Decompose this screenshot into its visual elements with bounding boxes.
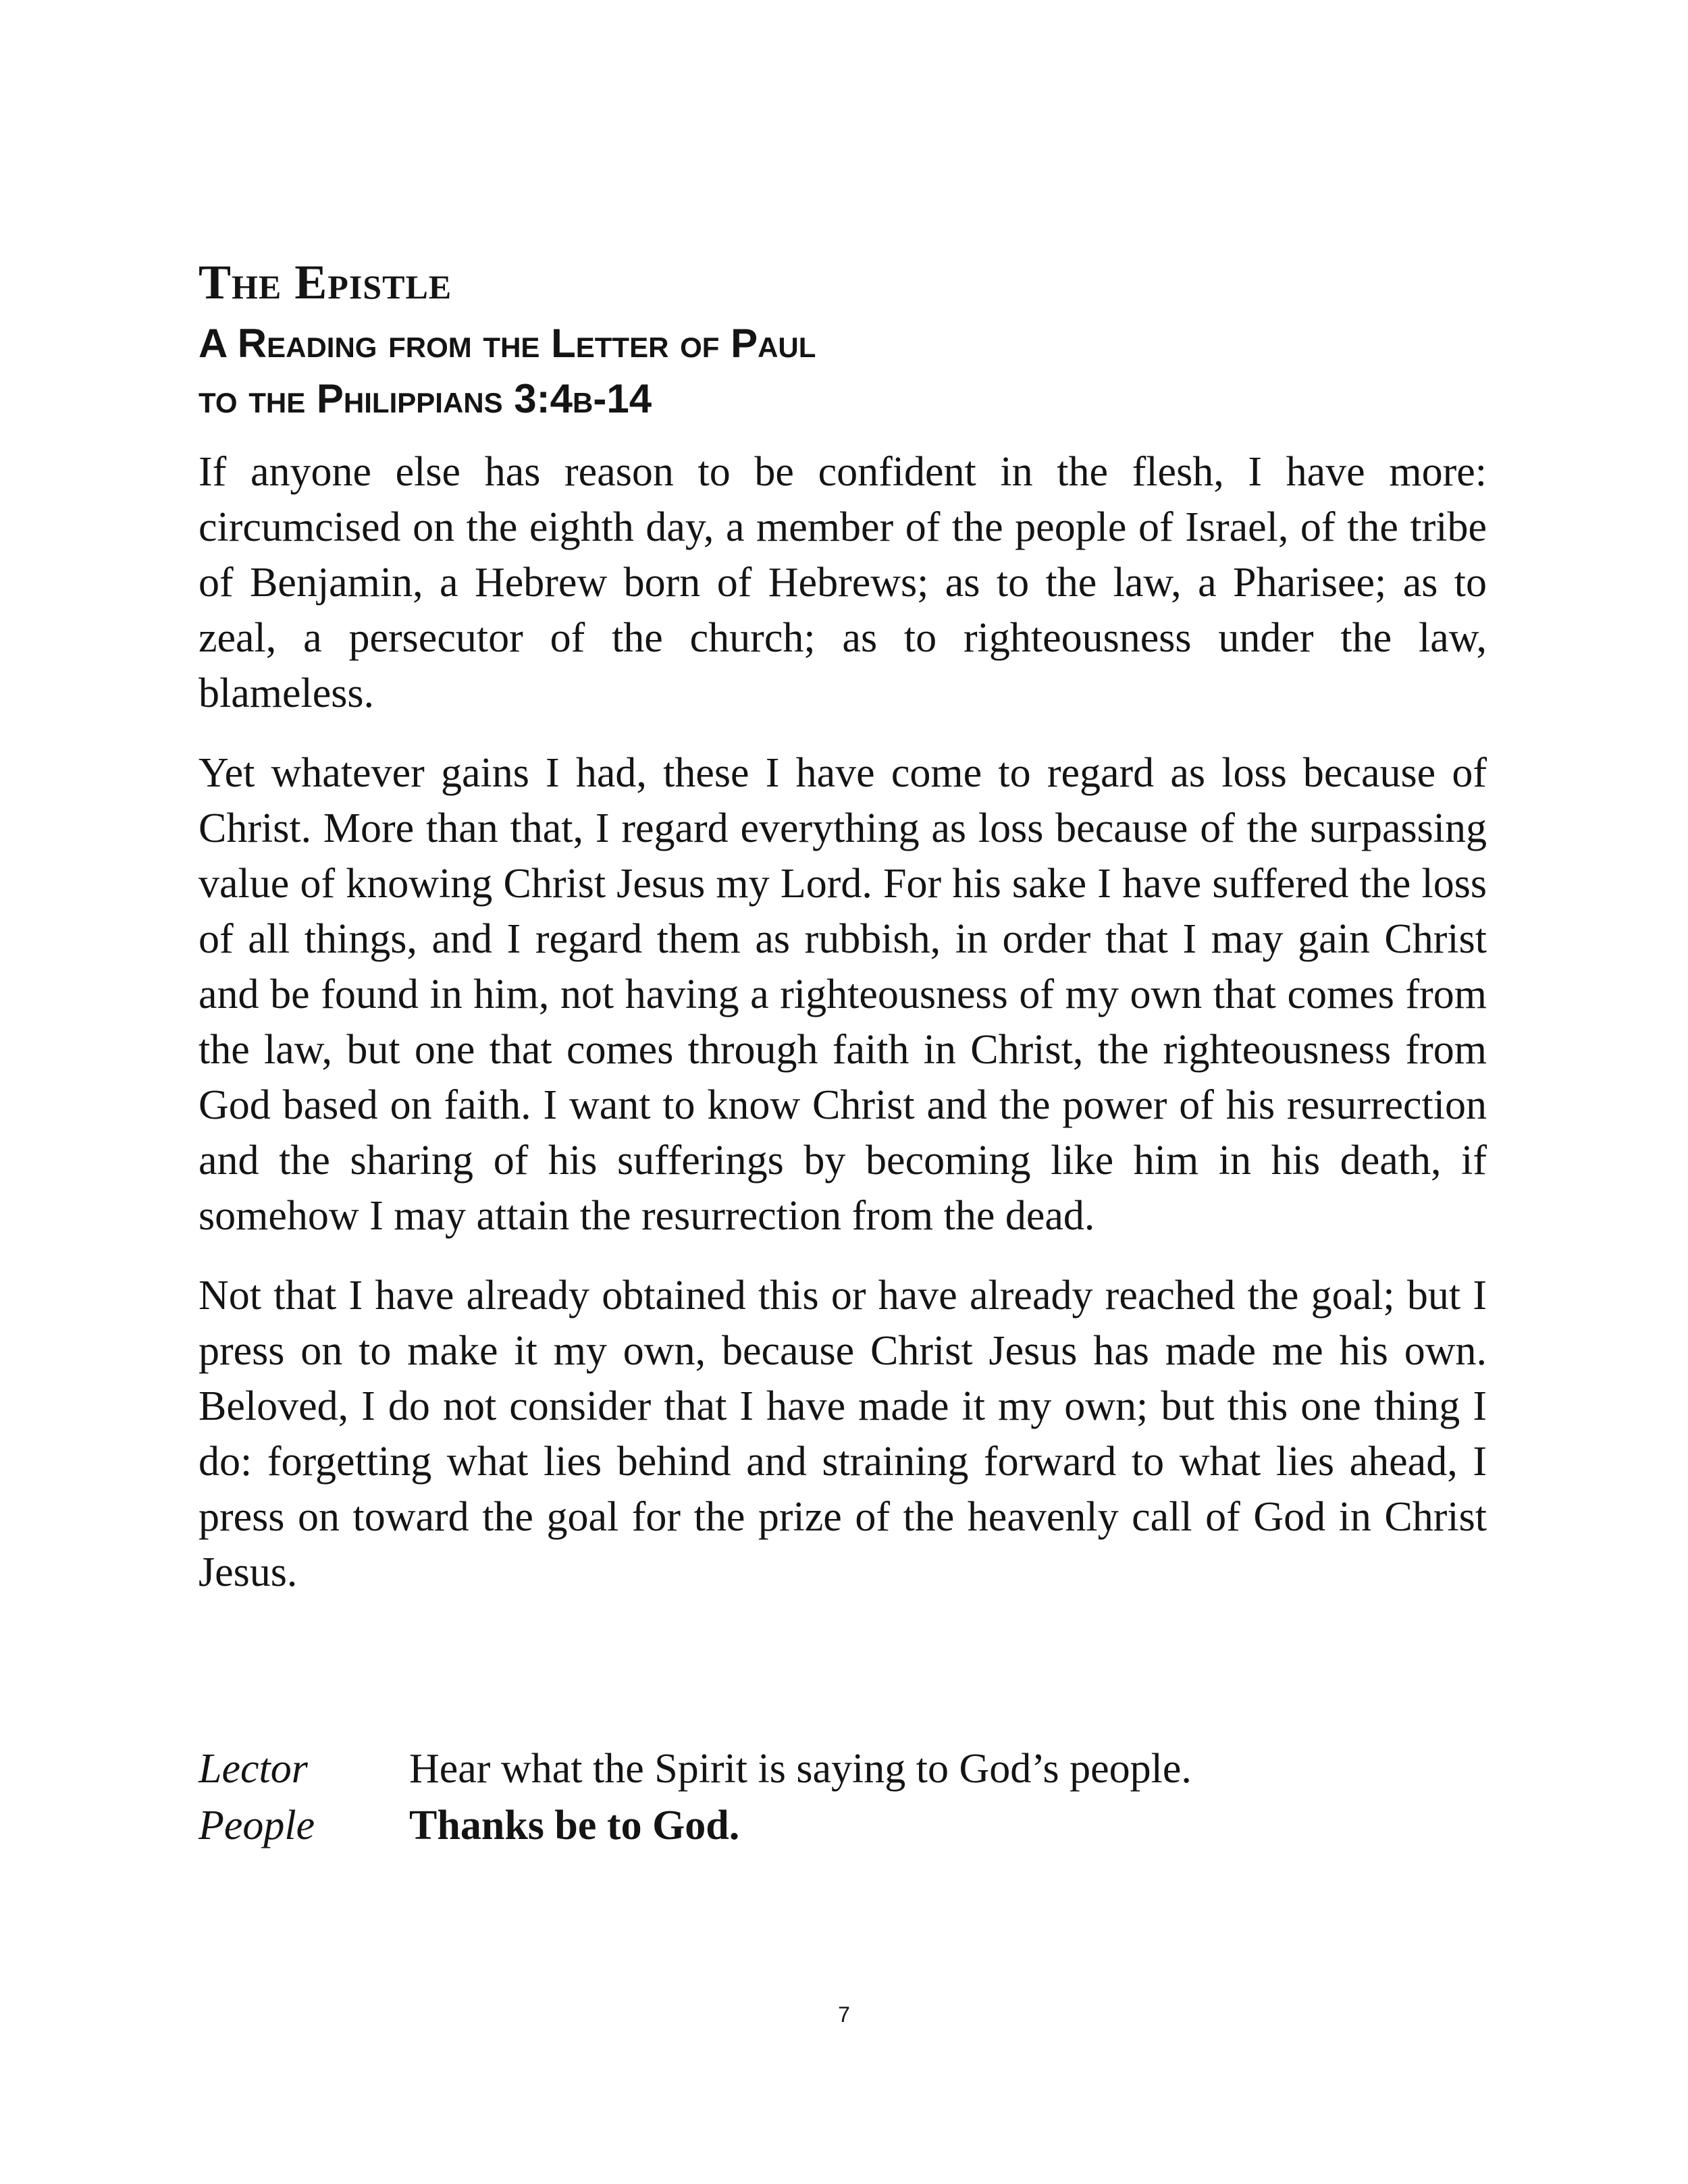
reading-heading (199, 254, 1481, 427)
reading-subtitle-line-2: to the Philippians 3:4b-14 (199, 376, 652, 421)
scripture-paragraph-3: Not that I have already obtained this or have already reached the goal; but I press on to make it my own, because Christ Jesus has made me his own. Beloved, I do not consider that I have made it my own; but this one thing I do: forgetting what lies behind and straining forward to what lies ahead, I press on toward the goal for the prize of the heavenly call of God in Christ Jesus. (199, 1273, 1487, 1595)
lector-row (199, 1740, 1487, 1797)
people-text: Thanks be to God. (409, 1803, 740, 1848)
lector-label: Lector (199, 1746, 308, 1792)
section-title: The Epistle (199, 255, 452, 309)
scripture-text (199, 444, 1487, 1600)
scripture-paragraph-1: If anyone else has reason to be confident in the flesh, I have more: circumcised on the eighth day, a member of the people of Israel, of the tribe of Benjamin, a Hebrew born of Hebrews; as to the law, a Pharisee; as to zeal, a persecutor of the church; as to righteousness under the law, blameless. (199, 449, 1487, 716)
page-number: 7 (838, 2002, 850, 2027)
people-label: People (199, 1803, 315, 1848)
lector-text: Hear what the Spirit is saying to God’s people. (409, 1746, 1192, 1792)
responsory (199, 1740, 1487, 1854)
people-row (199, 1797, 1487, 1854)
reading-subtitle-line-1: A Reading from the Letter of Paul (199, 321, 816, 366)
scripture-paragraph-2: Yet whatever gains I had, these I have come to regard as loss because of Christ. More than that, I regard everything as loss because of the surpassing value of knowing Christ Jesus my Lord. For his sake I have suffered the loss of all things, and I regard them as rubbish, in order that I may gain Christ and be found in him, not having a righteousness of my own that comes from the law, but one that comes through faith in Christ, the righteousness from God based on faith. I want to know Christ and the power of his resurrection and the sharing of his sufferings by becoming like him in his death, if somehow I may attain the resurrection from the dead. (199, 750, 1487, 1239)
